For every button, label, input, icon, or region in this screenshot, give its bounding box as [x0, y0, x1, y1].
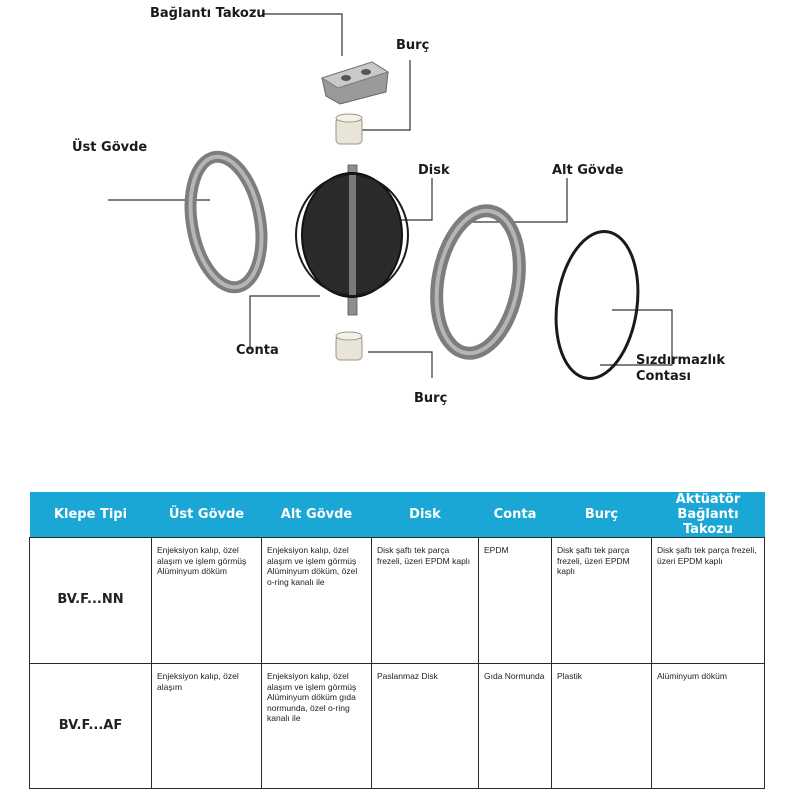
row-type: BV.F...AF [30, 664, 152, 789]
table-row [30, 664, 765, 789]
label-upper-body: Üst Gövde [72, 140, 148, 155]
label-bushing-bottom: Burç [414, 391, 448, 406]
label-disk: Disk [418, 163, 450, 178]
table-cell: EPDM [479, 538, 552, 664]
disk-part [296, 173, 408, 297]
table-cell: Disk şaftı tek parça frezeli, üzeri EPDM kaplı [552, 538, 652, 664]
label-seal-gasket-line2: Contası [636, 369, 691, 384]
table-cell: Gıda Normunda [479, 664, 552, 789]
table-cell: Disk şaftı tek parça frezeli, üzeri EPDM kaplı [372, 538, 479, 664]
header-disk: Disk [372, 492, 479, 538]
bushing-top-part [336, 114, 362, 144]
label-seal-gasket-line1: Sızdırmazlık [636, 353, 726, 368]
row-type: BV.F...NN [30, 538, 152, 664]
label-bushing-top: Burç [396, 38, 430, 53]
seal-ring-part [547, 226, 647, 384]
lower-body-part [426, 204, 530, 360]
label-mounting-block: Bağlantı Takozu [150, 6, 266, 21]
table-cell: Alüminyum döküm [652, 664, 765, 789]
header-valve-type: Klepe Tipi [30, 492, 152, 538]
spec-table [29, 492, 765, 789]
header-lower-body: Alt Gövde [262, 492, 372, 538]
label-gasket: Conta [236, 343, 279, 358]
bushing-bottom-part [336, 332, 362, 360]
header-gasket: Conta [479, 492, 552, 538]
header-actuator-block: Aktüatör Bağlantı Takozu [652, 492, 765, 538]
table-cell: Plastik [552, 664, 652, 789]
table-cell: Enjeksiyon kalıp, özel alaşım ve işlem görmüş Alüminyum döküm, özel o-ring kanalı ile [262, 538, 372, 664]
header-upper-body: Üst Gövde [152, 492, 262, 538]
table-cell: Enjeksiyon kalıp, özel alaşım ve işlem görmüş Alüminyum döküm gıda normunda, özel o-ring kanalı ile [262, 664, 372, 789]
label-seal-gasket [636, 353, 746, 385]
table-cell: Enjeksiyon kalıp, özel alaşım ve işlem görmüş Alüminyum döküm [152, 538, 262, 664]
label-lower-body: Alt Gövde [552, 163, 624, 178]
table-cell: Paslanmaz Disk [372, 664, 479, 789]
upper-body-part [181, 151, 271, 293]
header-bushing: Burç [552, 492, 652, 538]
table-cell: Disk şaftı tek parça frezeli, üzeri EPDM kaplı [652, 538, 765, 664]
mounting-block-part [322, 62, 388, 104]
table-row [30, 538, 765, 664]
spec-table-header-row [30, 492, 765, 538]
table-cell: Enjeksiyon kalıp, özel alaşım [152, 664, 262, 789]
